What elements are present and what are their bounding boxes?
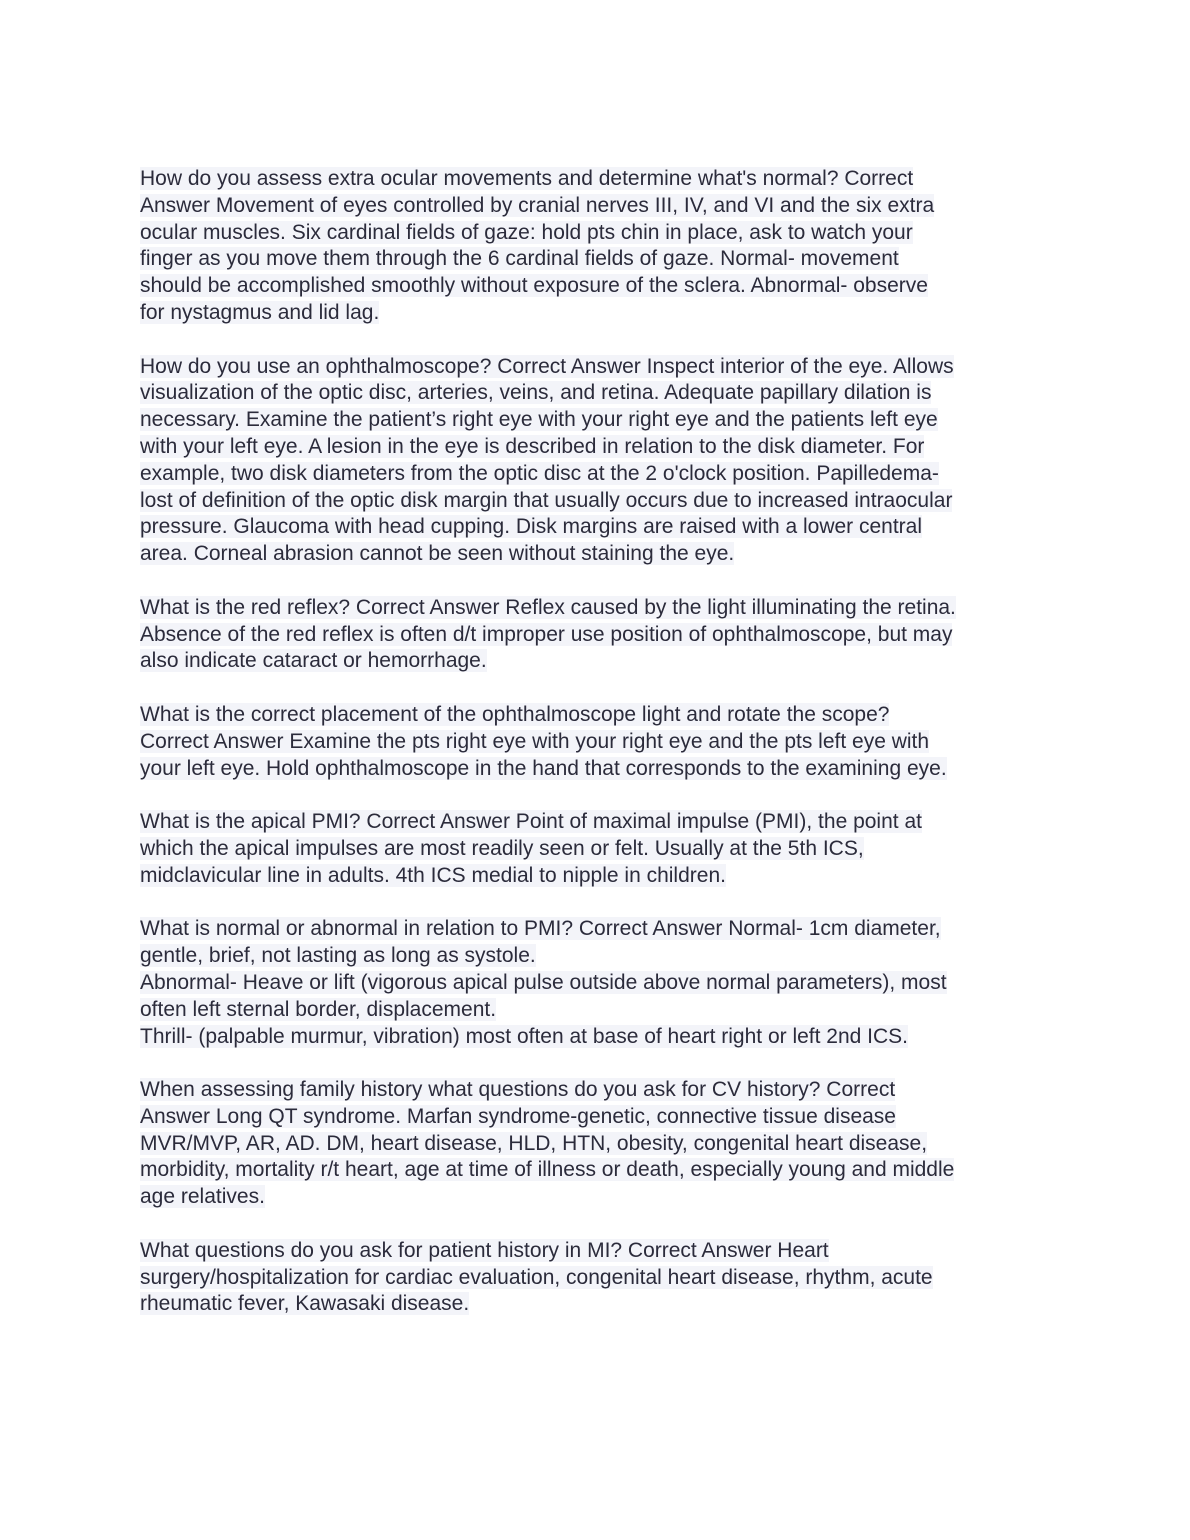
text-line: What questions do you ask for patient history in MI? Correct Answer Heart xyxy=(140,1238,829,1262)
text-line: often left sternal border, displacement. xyxy=(140,997,497,1021)
qa-entry-mi-history xyxy=(140,1238,1055,1318)
text-line: area. Corneal abrasion cannot be seen without staining the eye. xyxy=(140,542,735,566)
text-line: Abnormal- Heave or lift (vigorous apical pulse outside above normal parameters), most xyxy=(140,970,947,994)
qa-entry-ophthalmoscope xyxy=(140,354,1055,568)
qa-entry-family-history xyxy=(140,1077,1055,1211)
qa-entry-red-reflex xyxy=(140,595,1055,675)
text-line: What is normal or abnormal in relation to PMI? Correct Answer Normal- 1cm diameter, xyxy=(140,917,941,941)
text-line: surgery/hospitalization for cardiac evaluation, congenital heart disease, rhythm, acute xyxy=(140,1265,933,1289)
text-line: How do you use an ophthalmoscope? Correct Answer Inspect interior of the eye. Allows xyxy=(140,354,954,378)
text-line: Absence of the red reflex is often d/t improper use position of ophthalmoscope, but may xyxy=(140,622,953,646)
text-line: Thrill- (palpable murmur, vibration) most often at base of heart right or left 2nd ICS. xyxy=(140,1024,909,1048)
text-line: When assessing family history what questions do you ask for CV history? Correct xyxy=(140,1078,896,1102)
text-line: which the apical impulses are most readily seen or felt. Usually at the 5th ICS, xyxy=(140,836,864,860)
text-line: should be accomplished smoothly without exposure of the sclera. Abnormal- observe xyxy=(140,274,928,298)
qa-entry-scope-placement xyxy=(140,702,1055,782)
text-line: What is the apical PMI? Correct Answer Point of maximal impulse (PMI), the point at xyxy=(140,810,922,834)
text-line: gentle, brief, not lasting as long as systole. xyxy=(140,944,536,968)
text-line: Correct Answer Examine the pts right eye with your right eye and the pts left eye with xyxy=(140,729,930,753)
text-line: morbidity, mortality r/t heart, age at time of illness or death, especially young and middle xyxy=(140,1158,955,1182)
text-line: pressure. Glaucoma with head cupping. Disk margins are raised with a lower central xyxy=(140,515,923,539)
text-line: midclavicular line in adults. 4th ICS medial to nipple in children. xyxy=(140,863,726,887)
text-line: your left eye. Hold ophthalmoscope in the hand that corresponds to the examining eye. xyxy=(140,756,947,780)
text-line: for nystagmus and lid lag. xyxy=(140,300,380,324)
text-line: Answer Movement of eyes controlled by cranial nerves III, IV, and VI and the six extra xyxy=(140,193,935,217)
text-line: also indicate cataract or hemorrhage. xyxy=(140,649,487,673)
qa-entry-eye-movements xyxy=(140,166,1055,327)
text-line: ocular muscles. Six cardinal fields of gaze: hold pts chin in place, ask to watch your xyxy=(140,220,913,244)
text-line: example, two disk diameters from the optic disc at the 2 o'clock position. Papilledema- xyxy=(140,461,939,485)
text-line: What is the red reflex? Correct Answer Reflex caused by the light illuminating the retina. xyxy=(140,595,956,619)
text-line: Answer Long QT syndrome. Marfan syndrome-genetic, connective tissue disease xyxy=(140,1104,896,1128)
text-line: finger as you move them through the 6 cardinal fields of gaze. Normal- movement xyxy=(140,247,899,271)
text-line: How do you assess extra ocular movements and determine what's normal? Correct xyxy=(140,167,914,190)
text-line: MVR/MVP, AR, AD. DM, heart disease, HLD, HTN, obesity, congenital heart disease, xyxy=(140,1131,928,1155)
text-line: age relatives. xyxy=(140,1185,265,1209)
text-line: necessary. Examine the patient’s right eye with your right eye and the patients left eye xyxy=(140,408,938,432)
qa-entry-pmi-normal-abnormal xyxy=(140,916,1055,1050)
text-line: lost of definition of the optic disk margin that usually occurs due to increased intraocular xyxy=(140,488,953,512)
text-line: What is the correct placement of the ophthalmoscope light and rotate the scope? xyxy=(140,702,890,726)
qa-entry-apical-pmi xyxy=(140,809,1055,889)
text-line: rheumatic fever, Kawasaki disease. xyxy=(140,1292,470,1316)
text-line: visualization of the optic disc, arteries, veins, and retina. Adequate papillary dilation is xyxy=(140,381,932,405)
document-page xyxy=(140,166,1055,1345)
text-line: with your left eye. A lesion in the eye is described in relation to the disk diameter. For xyxy=(140,434,925,458)
